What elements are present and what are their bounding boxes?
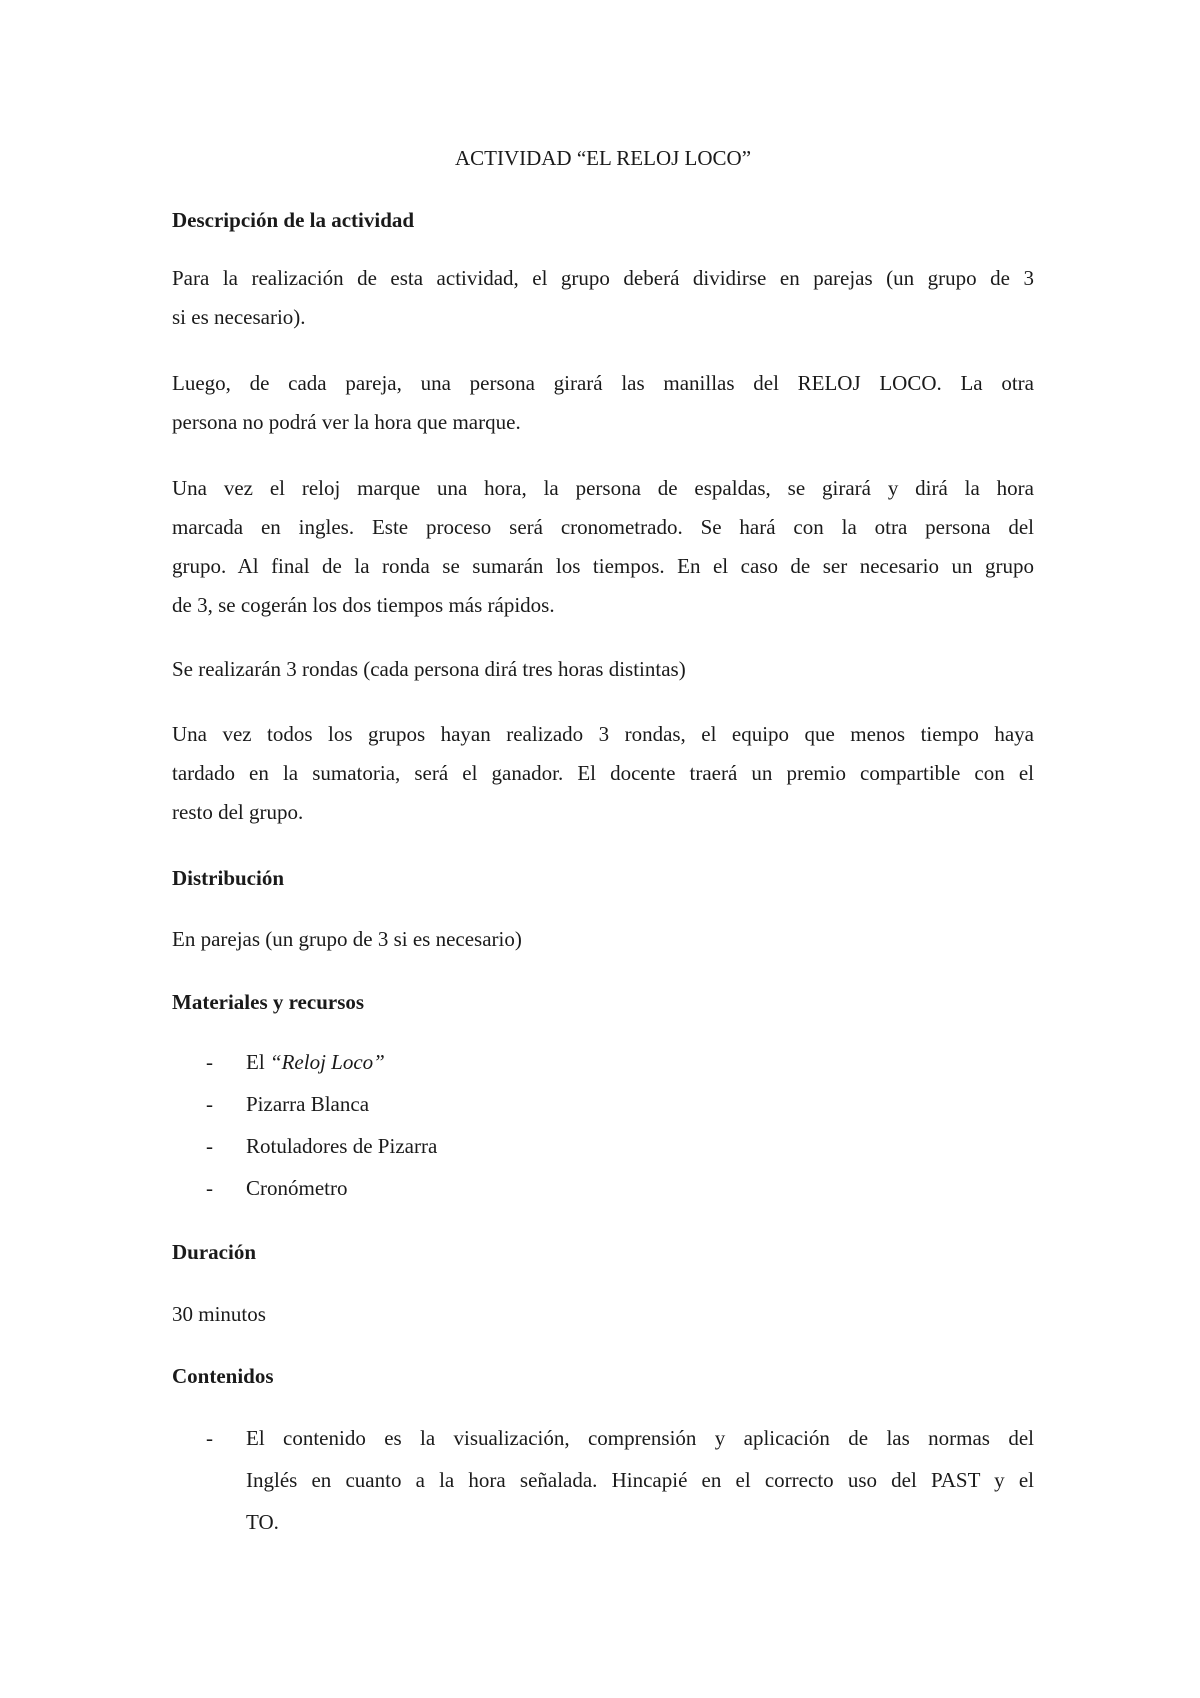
paragraph-line: Se realizarán 3 rondas (cada persona dirá tres horas distintas) [172,657,686,681]
bullet-dash: - [206,1426,213,1450]
heading-duracion: Duración [172,1240,256,1264]
list-item-reloj-loco [246,1048,385,1076]
list-item-text: El [246,1050,270,1074]
bullet-dash: - [206,1134,213,1158]
bullet-dash: - [206,1092,213,1116]
document-title: ACTIVIDAD “EL RELOJ LOCO” [454,146,752,170]
paragraph-line: grupo. Al final de la ronda se sumarán los tiempos. En el caso de ser necesario un grupo [172,554,1034,578]
heading-contenidos: Contenidos [172,1364,274,1388]
paragraph-line: Luego, de cada pareja, una persona girará las manillas del RELOJ LOCO. La otra [172,371,1034,395]
list-item-line: TO. [246,1510,279,1534]
list-item-rotuladores: Rotuladores de Pizarra [246,1134,438,1158]
paragraph-line: si es necesario). [172,305,306,329]
heading-materiales: Materiales y recursos [172,990,365,1014]
paragraph-line: marcada en ingles. Este proceso será cronometrado. Se hará con la otra persona del [172,515,1034,539]
bullet-dash: - [206,1050,213,1074]
list-item-line: Inglés en cuanto a la hora señalada. Hincapié en el correcto uso del PAST y el [246,1468,1034,1492]
list-item-line: El contenido es la visualización, comprensión y aplicación de las normas del [246,1426,1034,1450]
list-item-pizarra: Pizarra Blanca [246,1092,370,1116]
list-item-cronometro: Cronómetro [246,1176,348,1200]
paragraph-line: tardado en la sumatoria, será el ganador. El docente traerá un premio compartible con el [172,761,1034,785]
paragraph-line: resto del grupo. [172,800,304,824]
paragraph-line: Una vez el reloj marque una hora, la persona de espaldas, se girará y dirá la hora [172,476,1034,500]
duracion-text: 30 minutos [172,1302,266,1326]
list-item-italic-text: “Reloj Loco” [269,1050,385,1074]
heading-distribucion: Distribución [172,866,285,890]
paragraph-line: persona no podrá ver la hora que marque. [172,410,521,434]
heading-descripcion: Descripción de la actividad [172,208,415,232]
bullet-dash: - [206,1176,213,1200]
distribucion-text: En parejas (un grupo de 3 si es necesario) [172,927,522,951]
document-page [172,0,1034,1698]
paragraph-line: de 3, se cogerán los dos tiempos más rápidos. [172,593,555,617]
paragraph-line: Una vez todos los grupos hayan realizado 3 rondas, el equipo que menos tiempo haya [172,722,1034,746]
paragraph-line: Para la realización de esta actividad, el grupo deberá dividirse en parejas (un grupo de 3 [172,266,1034,290]
